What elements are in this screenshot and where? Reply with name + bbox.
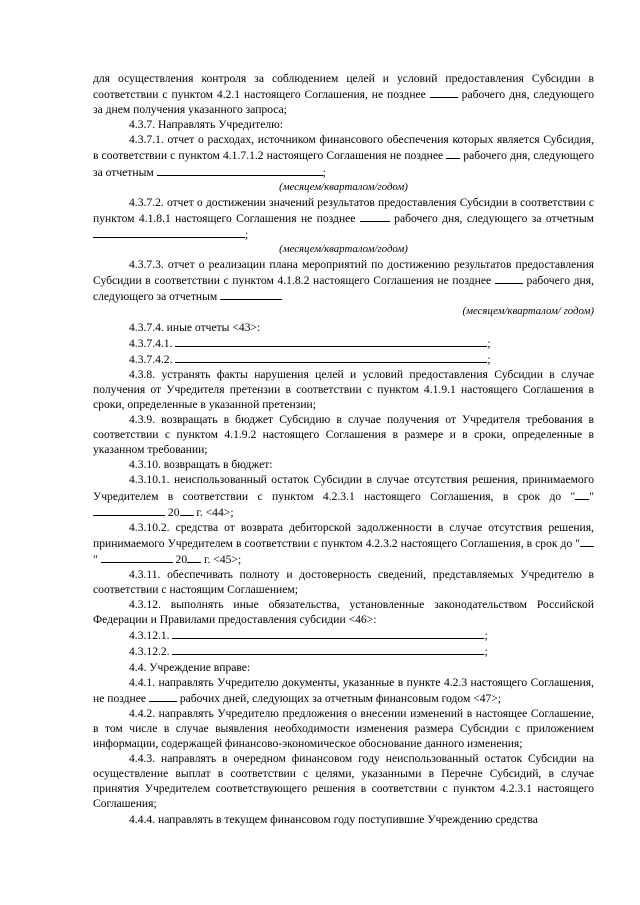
text: ; bbox=[487, 352, 491, 366]
blank-period bbox=[220, 288, 282, 300]
blank-day bbox=[580, 535, 594, 547]
paragraph-control-request bbox=[93, 71, 594, 117]
blank-days bbox=[495, 272, 523, 284]
clause-4-3-12: 4.3.12. выполнять иные обязательства, установленные законодательством Российской Федерации и Правилами предоставления субсидии <46>: bbox=[93, 598, 594, 627]
clause-4-3-10: 4.3.10. возвращать в бюджет: bbox=[129, 458, 273, 472]
blank-year bbox=[180, 504, 194, 516]
period-hint-2: (месяцем/кварталом/годом) bbox=[279, 243, 408, 256]
clause-4-3-7-3 bbox=[93, 257, 594, 304]
blank-line bbox=[172, 627, 484, 639]
text: 4.3.12.1. bbox=[129, 629, 173, 643]
blank-days bbox=[430, 86, 458, 98]
text: " bbox=[93, 552, 101, 566]
text: 4.3.7.2. отчет о достижении значений результатов предоставления Субсидии в соответствии с пунктом 4.1.8.1 настоящего Соглашения не позднее bbox=[93, 195, 594, 225]
text: ; bbox=[484, 629, 488, 643]
blank-line bbox=[175, 351, 487, 363]
period-hint-1: (месяцем/кварталом/годом) bbox=[279, 180, 408, 193]
clause-4-4-4: 4.4.4. направлять в текущем финансовом году поступившие Учреждению средства bbox=[129, 812, 538, 826]
clause-4-3-7-1 bbox=[93, 132, 594, 179]
text: 4.3.7.4.2. bbox=[129, 352, 176, 366]
text: 4.3.10.1. неиспользованный остаток Субсидии в случае отсутствия решения, принимаемого Учредителем в соответствии с пунктом 4.2.3.1 настоящего Соглашения, в срок до " bbox=[93, 473, 594, 503]
clause-4-3-7: 4.3.7. Направлять Учредителю: bbox=[129, 118, 284, 132]
text: " bbox=[589, 489, 594, 503]
clause-4-3-7-4-1 bbox=[93, 335, 594, 351]
clause-4-4: 4.4. Учреждение вправе: bbox=[129, 660, 251, 674]
clause-4-3-7-2 bbox=[93, 195, 594, 242]
blank-days bbox=[149, 690, 177, 702]
text: 4.4.1. направлять Учредителю документы, указанные в пункте 4.2.3 настоящего Соглашения, не позднее bbox=[93, 675, 594, 705]
blank-days bbox=[446, 147, 460, 159]
text: рабочего дня, следующего за отчетным bbox=[389, 211, 594, 225]
text: рабочего дня, следующего за отчетным bbox=[93, 149, 594, 179]
text: 4.3.10.2. средства от возврата дебиторской задолженности в случае отсутствия решения, принимаемого Учредителем в соответствии с пунктом 4.2.3.2 настоящего Соглашения, в срок до " bbox=[93, 520, 594, 550]
blank-line bbox=[175, 335, 487, 347]
period-hint-3: (месяцем/кварталом/ годом) bbox=[462, 305, 594, 318]
clause-4-4-1 bbox=[93, 675, 594, 706]
blank-month bbox=[101, 551, 173, 563]
text: ; bbox=[322, 165, 326, 179]
text: 20 bbox=[165, 505, 180, 519]
blank-period bbox=[157, 164, 323, 176]
clause-4-4-2: 4.4.2. направлять Учредителю предложения о внесении изменений в настоящее Соглашение, в том числе в случае выявления необходимости изменения размера Субсидии с приложением информации, содержащей финансово-экономическое обоснование данного изменения; bbox=[93, 706, 594, 751]
text: 4.3.7.1. отчет о расходах, источником финансового обеспечения которых является Субсидия, в соответствии с пунктом 4.1.7.1.2 настоящего Соглашения не позднее bbox=[93, 133, 594, 163]
blank-days bbox=[360, 210, 390, 222]
text: 4.3.7.3. отчет о реализации плана мероприятий по достижению результатов предоставления Субсидии в соответствии с пунктом 4.1.8.2 настоящего Соглашения не позднее bbox=[93, 258, 594, 288]
text: рабочего дня, следующего за днем получения указанного запроса; bbox=[93, 88, 594, 117]
clause-4-3-9: 4.3.9. возвращать в бюджет Субсидию в случае получения от Учредителя требования в соответствии с пунктом 4.1.9.2 настоящего Соглашения в размере и в сроки, определенные в указанном требовании; bbox=[93, 413, 594, 457]
text: 20 bbox=[172, 552, 188, 566]
blank-month bbox=[93, 504, 165, 516]
clause-4-3-10-2 bbox=[93, 520, 594, 567]
blank-year bbox=[187, 551, 201, 563]
clause-4-3-12-1 bbox=[93, 627, 594, 643]
clause-4-3-8: 4.3.8. устранять факты нарушения целей и условий предоставления Субсидии в случае получения от Учредителя претензии в соответствии с пунктом 4.1.9.1 настоящего Соглашения в сроки, определенные в указанной претензии; bbox=[93, 367, 594, 411]
text: 4.3.7.4.1. bbox=[129, 336, 176, 350]
clause-4-3-12-2 bbox=[93, 643, 594, 659]
text: рабочих дней, следующих за отчетным финансовым годом <47>; bbox=[176, 691, 502, 705]
blank-day bbox=[575, 488, 589, 500]
clause-4-4-3: 4.4.3. направлять в очередном финансовом году неиспользованный остаток Субсидии на осуществление выплат в соответствии с целями, указанными в Перечне Субсидий, в случае принятия Учредителем соответствующего решения в соответствии с пунктом 4.2.3.1 настоящего Соглашения; bbox=[93, 752, 594, 811]
text: г. <45>; bbox=[201, 552, 242, 566]
clause-4-3-7-4: 4.3.7.4. иные отчеты <43>: bbox=[129, 320, 261, 334]
text: г. <44>; bbox=[193, 505, 234, 519]
clause-4-3-7-4-2 bbox=[93, 351, 594, 367]
text: 4.3.12.2. bbox=[129, 645, 173, 659]
text: для осуществления контроля за соблюдением целей и условий предоставления Субсидии в соответствии с пунктом 4.2.1 настоящего Соглашения, не позднее bbox=[93, 72, 594, 102]
text: рабочего дня, следующего за отчетным bbox=[93, 274, 594, 304]
clause-4-3-10-1 bbox=[93, 472, 594, 519]
text: ; bbox=[484, 645, 488, 659]
blank-period bbox=[93, 226, 245, 238]
clause-4-3-11: 4.3.11. обеспечивать полноту и достоверность сведений, представляемых Учредителю в соответствии с настоящим Соглашением; bbox=[93, 568, 594, 597]
text: ; bbox=[245, 227, 249, 241]
blank-line bbox=[172, 643, 484, 655]
text: ; bbox=[487, 336, 491, 350]
